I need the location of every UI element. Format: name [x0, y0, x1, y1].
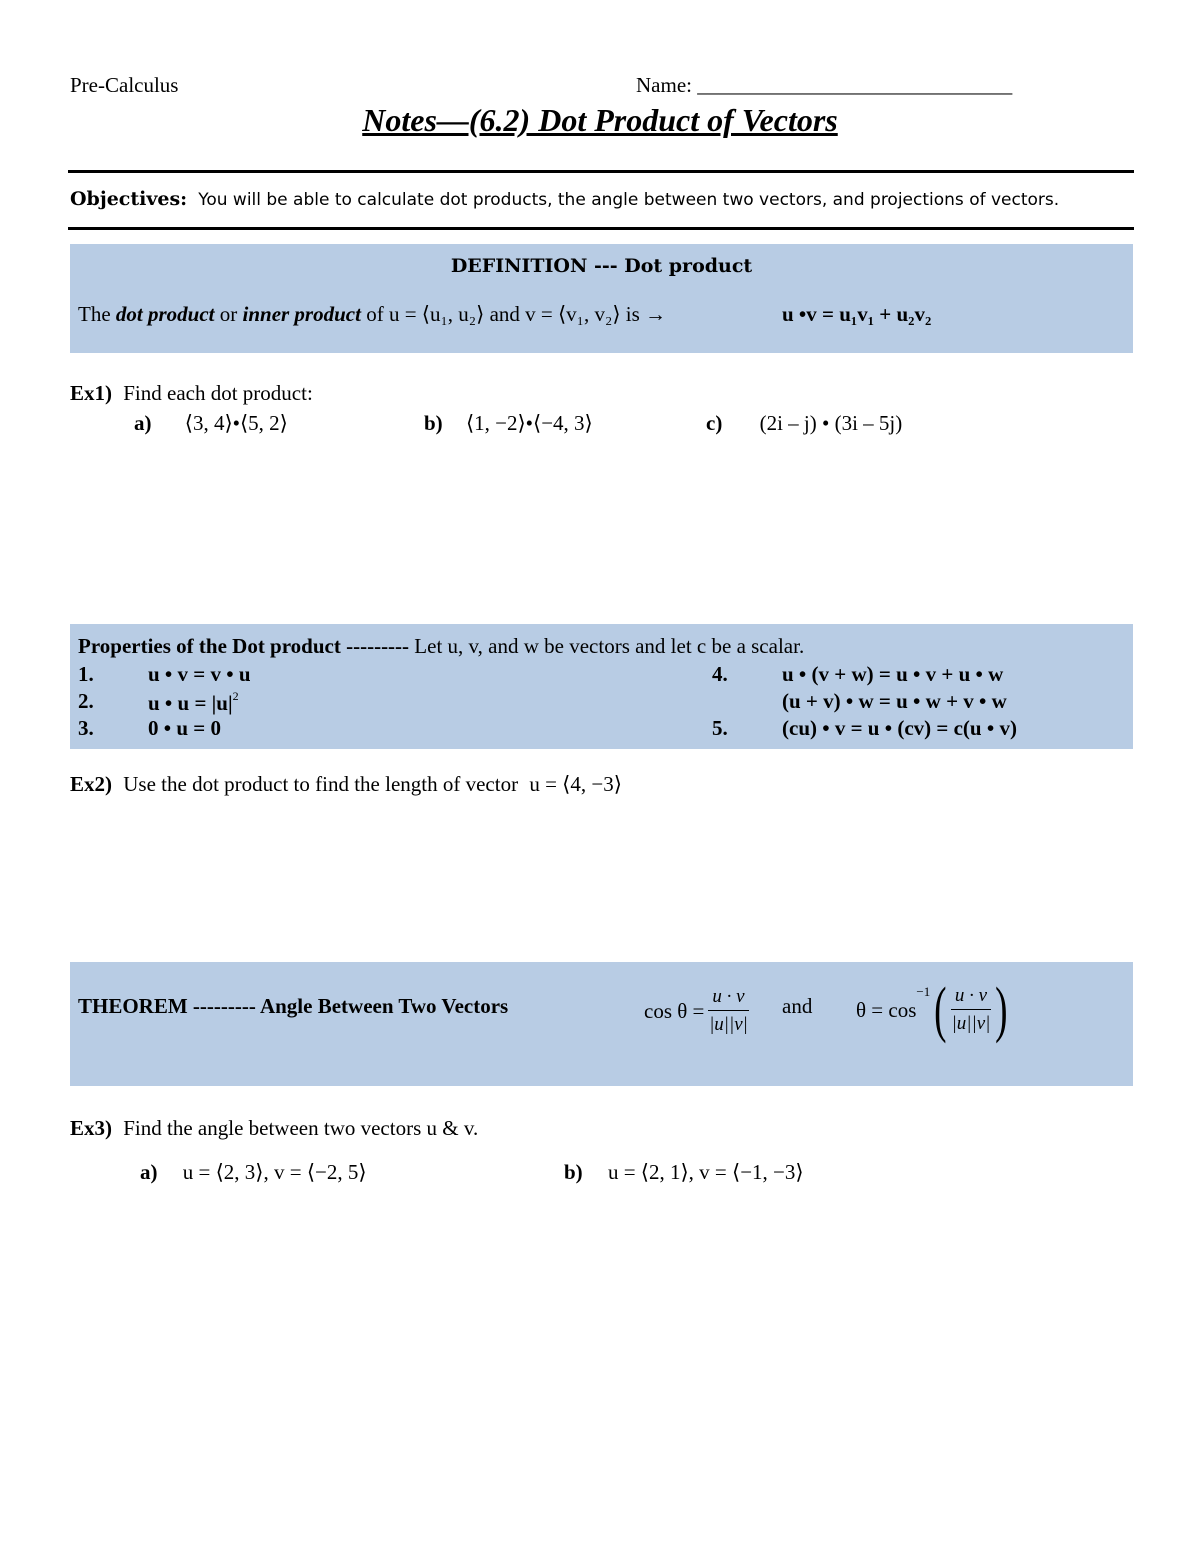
ex2-prompt — [70, 772, 622, 797]
ex2-text: Use the dot product to find the length of vector — [123, 772, 519, 796]
ex1-a-expr: ⟨3, 4⟩•⟨5, 2⟩ — [184, 411, 288, 435]
property-1: u • v = v • u — [148, 662, 251, 686]
name-line: ______________________________ — [697, 73, 1013, 97]
property-2 — [148, 689, 239, 716]
ex1-c-label: c) — [706, 411, 723, 435]
objectives — [70, 188, 1059, 211]
ex1-c-expr: (2i – j) • (3i – 5j) — [759, 411, 903, 435]
dot-product-formula: u •v = u₁v₁ + u₂v₂ — [782, 302, 932, 326]
ex1-text: Find each dot product: — [123, 381, 313, 405]
property-3-num: 3. — [78, 716, 94, 740]
ex1-a-label: a) — [134, 411, 152, 435]
right-paren: ) — [995, 976, 1008, 1044]
properties-box — [70, 624, 1133, 749]
ex3-text: Find the angle between two vectors u & v. — [123, 1116, 479, 1140]
definition-text — [78, 302, 666, 327]
property-4-num: 4. — [712, 662, 728, 686]
objectives-label: Objectives: — [70, 188, 188, 210]
term-dot-product: dot product — [115, 302, 215, 326]
ex3-part-a — [140, 1160, 367, 1185]
ex3-a-label: a) — [140, 1160, 158, 1184]
theta-lhs: θ = cos — [856, 997, 917, 1022]
term-inner-product: inner product — [242, 302, 361, 326]
property-4b: (u + v) • w = u • w + v • w — [782, 689, 1007, 713]
property-3: 0 • u = 0 — [148, 716, 221, 740]
property-5-num: 5. — [712, 716, 728, 740]
ex3-a-expr: u = ⟨2, 3⟩, v = ⟨−2, 5⟩ — [182, 1160, 367, 1184]
objectives-divider — [68, 227, 1134, 230]
cos-theta-numerator: u · v — [708, 984, 748, 1011]
theta-formula — [856, 970, 1012, 1050]
theorem-heading: THEOREM --------- Angle Between Two Vectors — [78, 994, 509, 1018]
ex3-b-expr: u = ⟨2, 1⟩, v = ⟨−1, −3⟩ — [607, 1160, 804, 1184]
objectives-text: You will be able to calculate dot products, the angle between two vectors, and projections of vectors. — [198, 190, 1060, 210]
cos-theta-lhs: cos θ = — [644, 998, 705, 1023]
ex1-prompt — [70, 381, 313, 406]
ex1-part-c — [706, 411, 902, 436]
ex1-part-b — [424, 411, 593, 436]
ex2-vector: u = ⟨4, −3⟩ — [529, 772, 622, 796]
cos-theta-formula — [644, 976, 749, 1046]
inverse-exponent: −1 — [916, 984, 931, 999]
definition-heading: DEFINITION --- Dot product — [450, 255, 753, 277]
definition-vectors: of u = ⟨u₁, u₂⟩ and v = ⟨v₁, v₂⟩ is → — [366, 302, 667, 326]
properties-heading-line — [78, 634, 804, 659]
property-2-expr: u • u = |u| — [148, 691, 233, 715]
theta-numerator: u · v — [951, 983, 991, 1010]
name-label: Name: — [636, 73, 692, 97]
property-2-num: 2. — [78, 689, 94, 713]
property-1-num: 1. — [78, 662, 94, 686]
properties-intro: Let u, v, and w be vectors and let c be a scalar. — [414, 634, 805, 658]
theta-denominator: |u||v| — [951, 1012, 991, 1034]
ex1-b-expr: ⟨1, −2⟩•⟨−4, 3⟩ — [465, 411, 593, 435]
ex1-part-a — [134, 411, 288, 436]
page-title: Notes—(6.2) Dot Product of Vectors — [362, 102, 838, 138]
theta-fraction — [951, 983, 991, 1038]
left-paren: ( — [934, 976, 947, 1044]
theorem-box — [70, 962, 1133, 1086]
cos-theta-denominator: |u||v| — [709, 1013, 748, 1035]
ex3-prompt — [70, 1116, 478, 1141]
ex3-b-label: b) — [564, 1160, 583, 1184]
ex1-label: Ex1) — [70, 381, 112, 405]
theorem-and: and — [782, 994, 813, 1018]
course-name: Pre-Calculus — [70, 73, 179, 97]
properties-heading: Properties of the Dot product --------- — [78, 634, 410, 658]
ex3-part-b — [564, 1160, 804, 1185]
cos-theta-fraction — [708, 984, 748, 1039]
property-5: (cu) • v = u • (cv) = c(u • v) — [782, 716, 1017, 740]
ex2-label: Ex2) — [70, 772, 112, 796]
top-divider — [68, 170, 1134, 173]
property-4: u • (v + w) = u • v + u • w — [782, 662, 1004, 686]
name-field[interactable] — [636, 73, 1012, 98]
ex3-label: Ex3) — [70, 1116, 112, 1140]
definition-the: The — [78, 302, 111, 326]
property-2-exponent: 2 — [232, 689, 239, 703]
definition-or: or — [219, 302, 238, 326]
definition-box — [70, 244, 1133, 353]
ex1-b-label: b) — [424, 411, 443, 435]
